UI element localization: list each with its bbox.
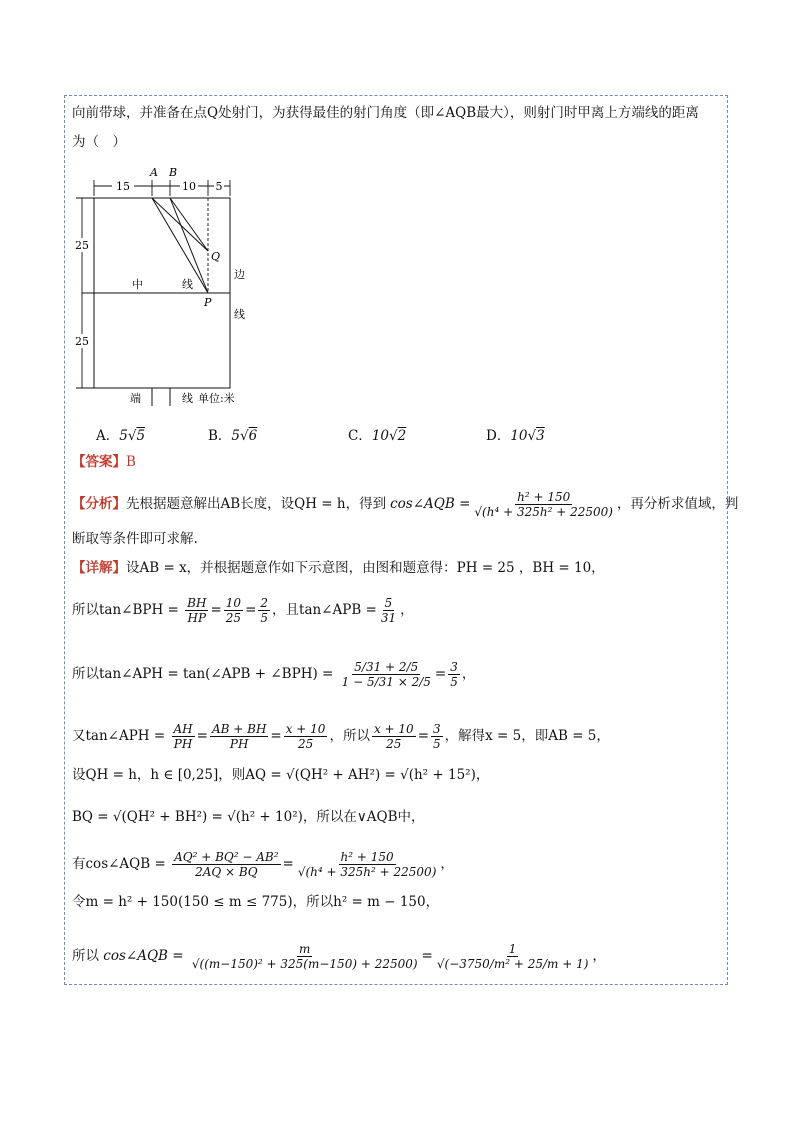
detail-line-1: 【详解】设AB = x，并根据题意作如下示意图，由图和题意得：PH = 25 ，BH = 10， [72, 560, 605, 576]
option-d[interactable]: D．10√3 [486, 428, 545, 444]
option-b[interactable]: B．5√6 [208, 428, 258, 444]
field-diagram [70, 162, 270, 412]
end-label-xian: 线 [182, 392, 193, 405]
mid-label-xian: 线 [182, 278, 193, 291]
detail-line-4: 又tan∠APH = $\frac{AH}{PH}$ = $\frac{AB + BH}{PH}$ = $\frac{x + 10}{25}$ ，所以 $\frac{x + 10}{25}$ = $\frac{3}{5}$ ，解得x = 5，即AB = 5， [72, 722, 610, 751]
analysis-line-2: 断取等条件即可求解. [72, 531, 198, 547]
point-p: P [204, 296, 212, 309]
mid-label-zhong: 中 [132, 278, 143, 291]
point-a: A [150, 166, 158, 179]
side-label-xian: 线 [234, 308, 245, 321]
dim-15: 15 [116, 180, 130, 193]
dim-5: 5 [215, 180, 223, 193]
detail-line-6: BQ = √(QH² + BH²) = √(h² + 10²)，所以在∨AQB中， [72, 809, 425, 825]
detail-line-9: 所以 cos∠AQB = $\frac{m}{\text{√((m−150)² + 325(m−150) + 22500)}}$ = $\frac{1}{\text{√(−3750/m² + 25/m + 1)}}$ ， [72, 942, 606, 971]
question-line-1: 向前带球，并准备在点Q处射门，为获得最佳的射门角度（即∠AQB最大），则射门时甲离上方端线的距离 [72, 105, 699, 121]
question-line-2: 为（ ） [72, 134, 126, 150]
end-label-duan: 端 [130, 392, 141, 405]
detail-line-7: 有cos∠AQB = $\frac{\text{AQ² + BQ² − AB²}}{2AQ \times BQ}$ = $\frac{\text{h² + 150}}{\text{√(h⁴ + 325h² + 22500)}}$ ， [72, 850, 454, 879]
analysis-line-1: 【分析】先根据题意解出AB长度，设QH = h，得到 cos∠AQB = $\frac{\text{h² + 150}}{\text{√(h⁴ + 325h² + 22500)}}$ ，再分析求值域，判 [72, 490, 739, 519]
option-a[interactable]: A．5√5 [96, 428, 146, 444]
dim-25-top: 25 [75, 239, 89, 252]
detail-line-2: 所以tan∠BPH = $\frac{BH}{HP}$ = $\frac{10}{25}$ = $\frac{2}{5}$ ，且tan∠APB = $\frac{5}{31}$ ， [72, 596, 414, 625]
answer-line: 【答案】B [72, 454, 136, 470]
dim-25-bottom: 25 [75, 335, 89, 348]
side-label-bian: 边 [234, 268, 245, 281]
option-c[interactable]: C．10√2 [348, 428, 407, 444]
point-q: Q [211, 250, 221, 263]
unit-label: 单位:米 [198, 392, 235, 405]
detail-line-5: 设QH = h，h ∈ [0,25]，则AQ = √(QH² + AH²) = √(h² + 15²)， [72, 767, 490, 783]
dim-10: 10 [182, 180, 196, 193]
detail-line-8: 令m = h² + 150(150 ≤ m ≤ 775)，所以h² = m − 150， [72, 894, 440, 910]
detail-line-3: 所以tan∠APH = tan(∠APB + ∠BPH) = $\frac{5/31 + 2/5}{1 - 5/31 \times 2/5}$ = $\frac{3}{5}$ ， [72, 660, 476, 689]
point-b: B [168, 166, 178, 179]
